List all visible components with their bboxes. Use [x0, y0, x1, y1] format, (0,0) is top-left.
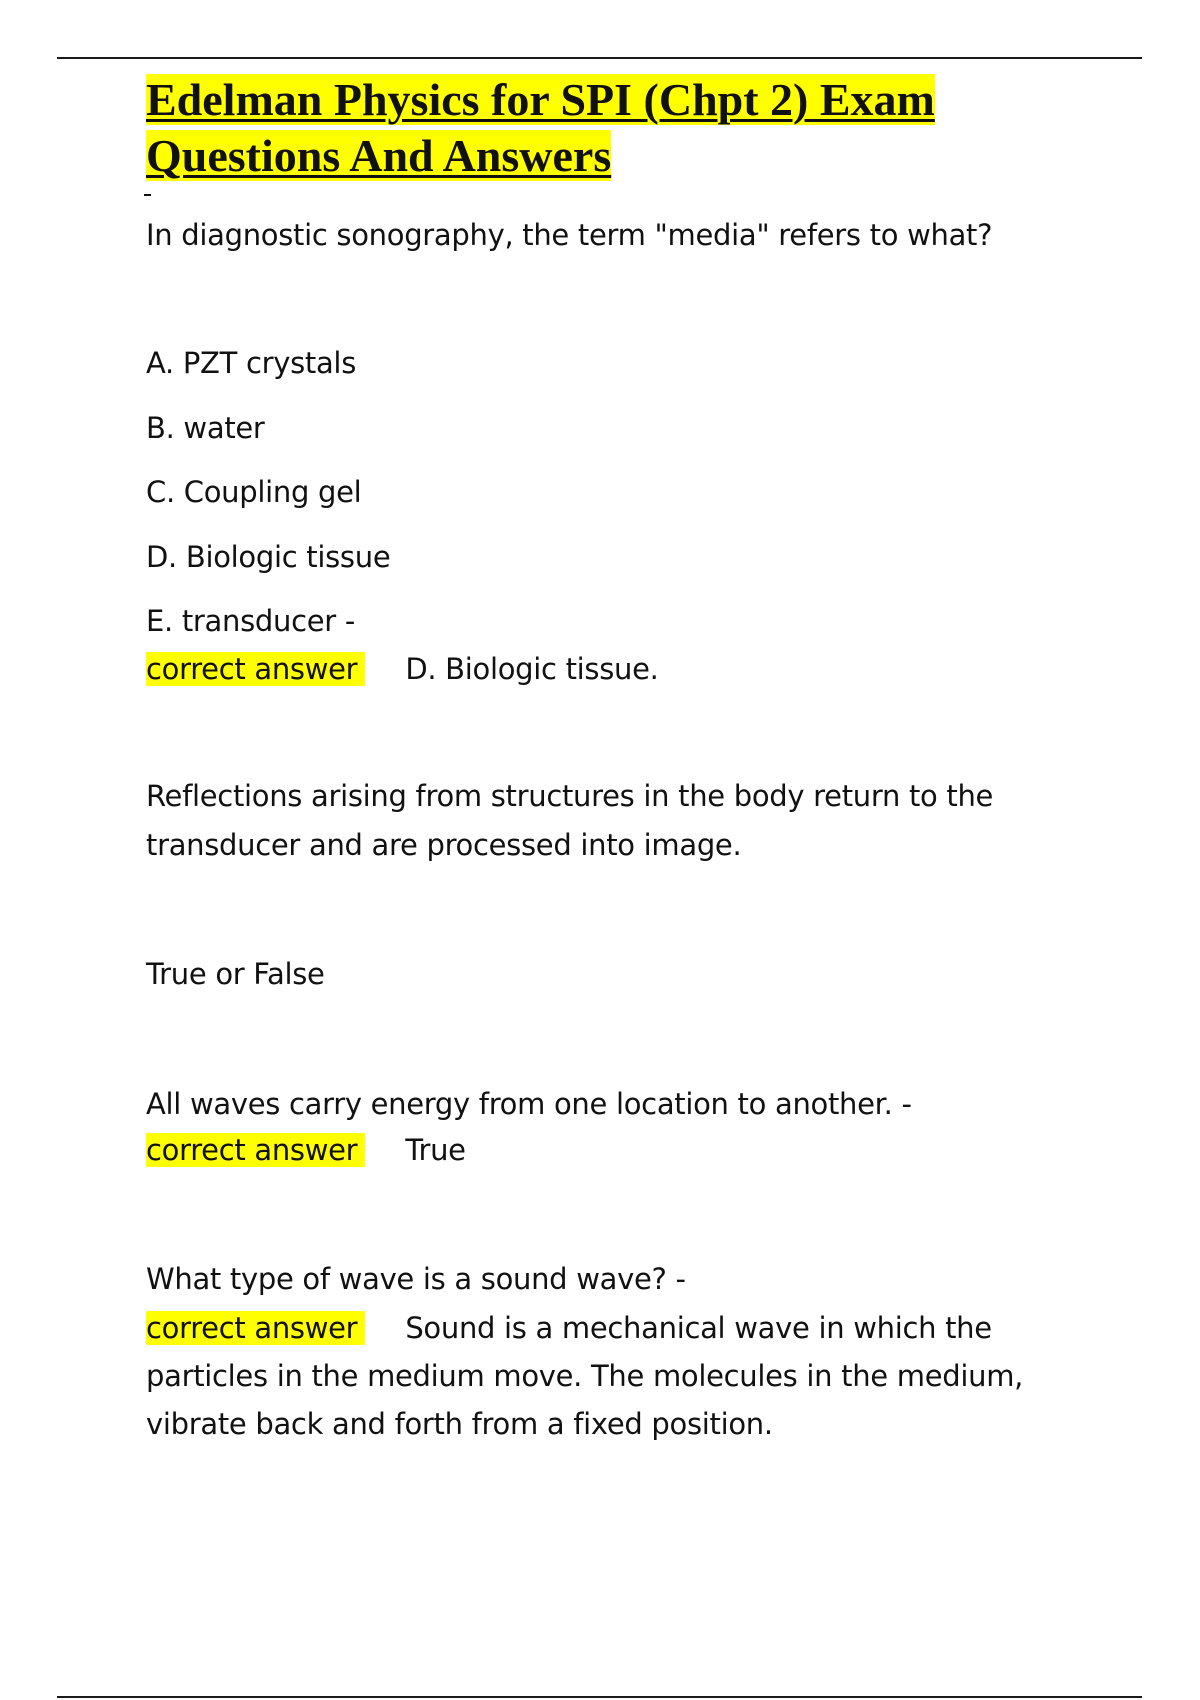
document-title: Edelman Physics for SPI (Chpt 2) Exam Questions And Answers: [146, 74, 935, 181]
option-b: B. water: [146, 411, 265, 445]
answer-4-line-3: vibrate back and forth from a fixed position.: [146, 1407, 773, 1441]
answer-1-text: D. Biologic tissue.: [405, 652, 659, 686]
option-e: E. transducer -: [146, 604, 355, 638]
question-2-line-2: transducer and are processed into image.: [146, 828, 742, 862]
top-rule: [57, 57, 1142, 59]
option-c: C. Coupling gel: [146, 475, 362, 509]
question-1-text: In diagnostic sonography, the term "media" refers to what?: [146, 218, 993, 252]
answer-4-label: correct answer: [146, 1311, 365, 1345]
question-2-true-false: True or False: [146, 957, 325, 991]
answer-4-text-1: Sound is a mechanical wave in which the: [405, 1311, 992, 1345]
answer-4-line-2: particles in the medium move. The molecules in the medium,: [146, 1359, 1024, 1393]
question-2-line-1: Reflections arising from structures in the body return to the: [146, 779, 994, 813]
answer-4-line-1: [146, 1304, 992, 1352]
paragraph-mark: [144, 194, 151, 196]
answer-1-label: correct answer: [146, 652, 365, 686]
answer-3-line: [146, 1126, 466, 1174]
bottom-rule: [57, 1696, 1142, 1698]
answer-3-label: correct answer: [146, 1133, 365, 1167]
option-a: A. PZT crystals: [146, 346, 356, 380]
question-3-text: All waves carry energy from one location to another. -: [146, 1087, 912, 1121]
question-4-text: What type of wave is a sound wave? -: [146, 1262, 686, 1296]
answer-1-line: [146, 645, 659, 693]
answer-3-text: True: [405, 1133, 466, 1167]
option-d: D. Biologic tissue: [146, 540, 391, 574]
